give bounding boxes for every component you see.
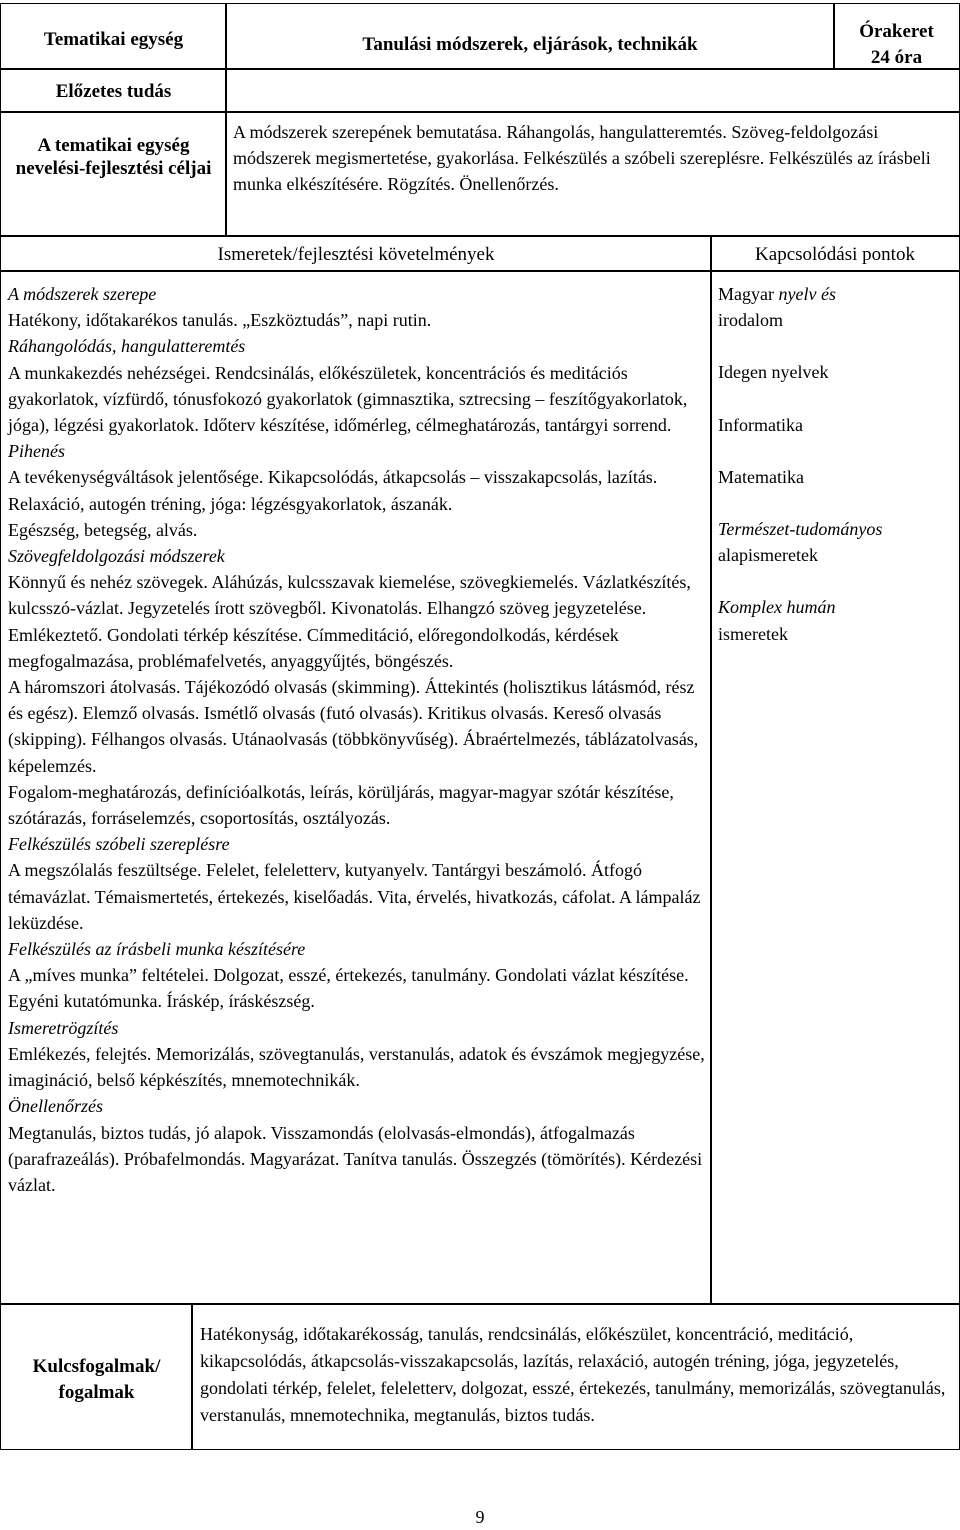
keywords-text: Hatékonyság, időtakarékosság, tanulás, rendcsinálás, előkészület, koncentráció, meditáció, kikapcsolódás, átkapcsolás-visszakapcsolás, lazítás, relaxáció, autogén tréning, jóga, jegyzetelés, gondolati térkép, felelet, feleletterv, dolgozat, esszé, értekezés, tanulmány, memorizálás, szövegtanulás, verstanulás, mnemotechnika, megtanulás, biztos tudás. (200, 1324, 946, 1425)
connection-item-cont: ismeretek (718, 623, 788, 644)
connection-item: Természet-tudományos (718, 519, 883, 540)
req-text-written: A „míves munka” feltételei. Dolgozat, esszé, értekezés, tanulmány. Gondolati vázlat készítése. Egyéni kutatómunka. Íráskép, íráskészség. (8, 965, 689, 1012)
req-heading-text-methods: Szövegfeldolgozási módszerek (8, 546, 225, 567)
hours-value: 24 óra (870, 47, 923, 68)
connection-item: Komplex humán (718, 597, 836, 618)
goals-label: A tematikai egység nevelési-fejlesztési céljai (15, 135, 212, 179)
req-text-relax: Relaxáció, autogén tréning, jóga: légzésgyakorlatok, ászanák. (8, 493, 453, 514)
keywords-label: Kulcsfogalmak/ fogalmak (32, 1356, 161, 1403)
req-heading-written: Felkészülés az írásbeli munka készítésére (8, 939, 306, 960)
connection-item: Idegen nyelvek (718, 362, 829, 383)
req-text-health: Egészség, betegség, alvás. (8, 519, 198, 540)
connection-item-cont: alapismeretek (718, 545, 818, 566)
page-number: 9 (475, 1507, 485, 1527)
req-text-switch: A tevékenységváltások jelentősége. Kikapcsolódás, átkapcsolás – visszakapcsolás, lazítás. (8, 467, 658, 488)
prior-knowledge-value-cell (225, 68, 960, 113)
req-heading-roles: A módszerek szerepe (8, 284, 157, 304)
prior-knowledge-label: Előzetes tudás (55, 81, 172, 102)
hours-label: Órakeret (859, 21, 934, 42)
req-heading-oral: Felkészülés szóbeli szereplésre (8, 834, 230, 855)
requirements-body (8, 281, 708, 1198)
connection-item-cont: irodalom (718, 310, 783, 331)
req-text-oral: A megszólalás feszültsége. Felelet, feleletterv, kutyanyelv. Tantárgyi beszámoló. Átfogó témavázlat. Témaismertetés, értekezés, kiselőadás. Vita, érvelés, hivatkozás, cáfolat. A lámpaláz leküzdése. (8, 860, 701, 933)
requirements-title: Ismeretek/fejlesztési követelmények (217, 244, 495, 265)
req-text-text-methods: Könnyű és nehéz szövegek. Aláhúzás, kulcsszavak kiemelése, szövegkiemelés. Vázlatkészítés, kulcsszó-vázlat. Jegyzetelés írott szövegből. Kivonatolás. Elhangzó szöveg jegyzetelése. Emlékeztető. Gondolati térkép készítése. Címmeditáció, előregondolkodás, kérdések megfogalmazása, problémafelvetés, anyaggyűjtés, böngészés. (8, 572, 691, 671)
methods-title: Tanulási módszerek, eljárások, technikák (362, 34, 698, 55)
req-text-reading: A háromszori átolvasás. Tájékozódó olvasás (skimming). Áttekintés (holisztikus látásmód, rész és egész). Elemző olvasás. Ismétlő olvasás (futó olvasás). Kritikus olvasás. Kereső olvasás (skipping). Félhangos olvasás. Utánaolvasás (többkönyvűség). Ábraértelmezés, táblázatolvasás, képelemzés. (8, 677, 699, 776)
req-heading-selfcheck: Önellenőrzés (8, 1096, 103, 1117)
req-text-selfcheck: Megtanulás, biztos tudás, jó alapok. Visszamondás (elolvasás-elmondás), átfogalmazás (parafrazeálás). Próbafelmondás. Magyarázat. Tanítva tanulás. Összegzés (tömörítés). Kérdezési vázlat. (8, 1122, 703, 1195)
req-text-definitions: Fogalom-meghatározás, definícióalkotás, leírás, körüljárás, magyar-magyar szótár készítése, szótárazás, forráselemzés, csoportosítás, osztályozás. (8, 781, 674, 829)
req-text-start: A munkakezdés nehézségei. Rendcsinálás, előkészületek, koncentrációs és meditációs gyakorlatok, vízfürdő, tónusfokozó gyakorlatok (gimnasztika, sztrecsing – feszítőgyakorlatok, jóga), légzési gyakorlatok. Időterv készítése, időmérleg, célmeghatározás, tantárgyi sorrend. (8, 362, 688, 436)
connections-title: Kapcsolódási pontok (755, 244, 915, 265)
req-heading-fixing: Ismeretrögzítés (8, 1017, 119, 1038)
req-heading-rest: Pihenés (8, 441, 65, 462)
req-text-efficiency: Hatékony, időtakarékos tanulás. „Eszköztudás”, napi rutin. (8, 310, 432, 331)
connection-item: Matematika (718, 466, 804, 487)
unit-label: Tematikai egység (43, 29, 184, 50)
req-text-fixing: Emlékezés, felejtés. Memorizálás, szövegtanulás, verstanulás, adatok és évszámok megjegyzése, imagináció, belső képkészítés, mnemotechnikák. (8, 1043, 705, 1091)
connection-item: Informatika (718, 414, 803, 435)
req-heading-tuning: Ráhangolódás, hangulatteremtés (8, 336, 246, 357)
goals-text: A módszerek szerepének bemutatása. Ráhangolás, hangulatteremtés. Szöveg-feldolgozási módszerek megismertetése, gyakorlása. Felkészülés a szóbeli szereplésre. Felkészülés az írásbeli munka elkészítésére. Rögzítés. Önellenőrzés. (233, 122, 931, 195)
section-header-rule (0, 270, 960, 272)
connection-item: Magyar nyelv és (718, 284, 836, 304)
connections-list (718, 281, 954, 647)
